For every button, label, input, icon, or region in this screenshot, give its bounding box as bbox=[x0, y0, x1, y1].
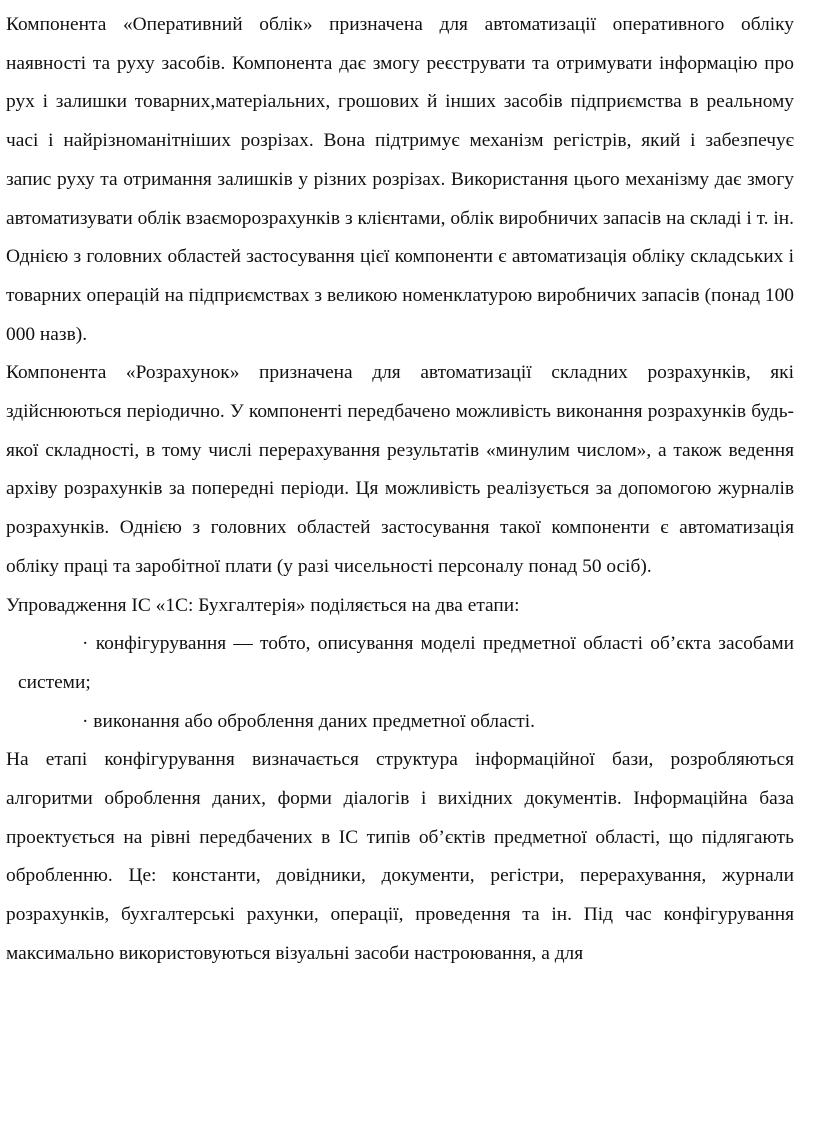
bullet-execution: · виконання або оброблення даних предметної області. bbox=[82, 710, 536, 732]
paragraph-operational-accounting: Компонента «Оперативний облік» призначена для автоматизації оперативного обліку наявності та руху засобів. Компонента дає змогу реєструвати та отримувати інформацію про рух і залишки товарних,матеріальних, грошових й інших засобів підприємства в реальному часі і найрізноманітніших розрізах. Вона підтримує механізм регістрів, який і забезпечує запис руху та отримання залишків у різних розрізах. Використання цього механізму дає змогу автоматизувати облік взаєморозрахунків з клієнтами, облік виробничих запасів на складі і т. ін. Однією з головних областей застосування цієї компоненти є автоматизація обліку складських і товарних операцій на підприємствах з великою номенклатурою виробничих запасів (понад 100 000 назв). bbox=[6, 14, 794, 345]
paragraph-implementation-intro: Упровадження ІС «1С: Бухгалтерія» поділяється на два етапи: bbox=[6, 594, 520, 616]
paragraph-configuration-stage: На етапі конфігурування визначається структура інформаційної бази, розробляються алгоритми оброблення даних, форми діалогів і вихідних документів. Інформаційна база проектується на рівні передбачених в ІС типів об’єктів предметної області, що підлягають обробленню. Це: константи, довідники, документи, регістри, перерахування, журнали розрахунків, бухгалтерські рахунки, операції, проведення та ін. Під час конфігурування максимально використовуються візуальні засоби настроювання, а для bbox=[6, 749, 794, 964]
paragraph-calculation: Компонента «Розрахунок» призначена для автоматизації складних розрахунків, які здійснюються періодично. У компоненті передбачено можливість виконання розрахунків будь-якої складності, в тому числі перерахування результатів «минулим числом», а також ведення архіву розрахунків за попередні періоди. Ця можливість реалізується за допомогою журналів розрахунків. Однією з головних областей застосування такої компоненти є автоматизація обліку праці та заробітної плати (у разі чисельності персоналу понад 50 осіб). bbox=[6, 362, 794, 577]
bullet-configuration: · конфігурування — тобто, описування моделі предметної області об’єкта засобами системи; bbox=[18, 633, 794, 693]
